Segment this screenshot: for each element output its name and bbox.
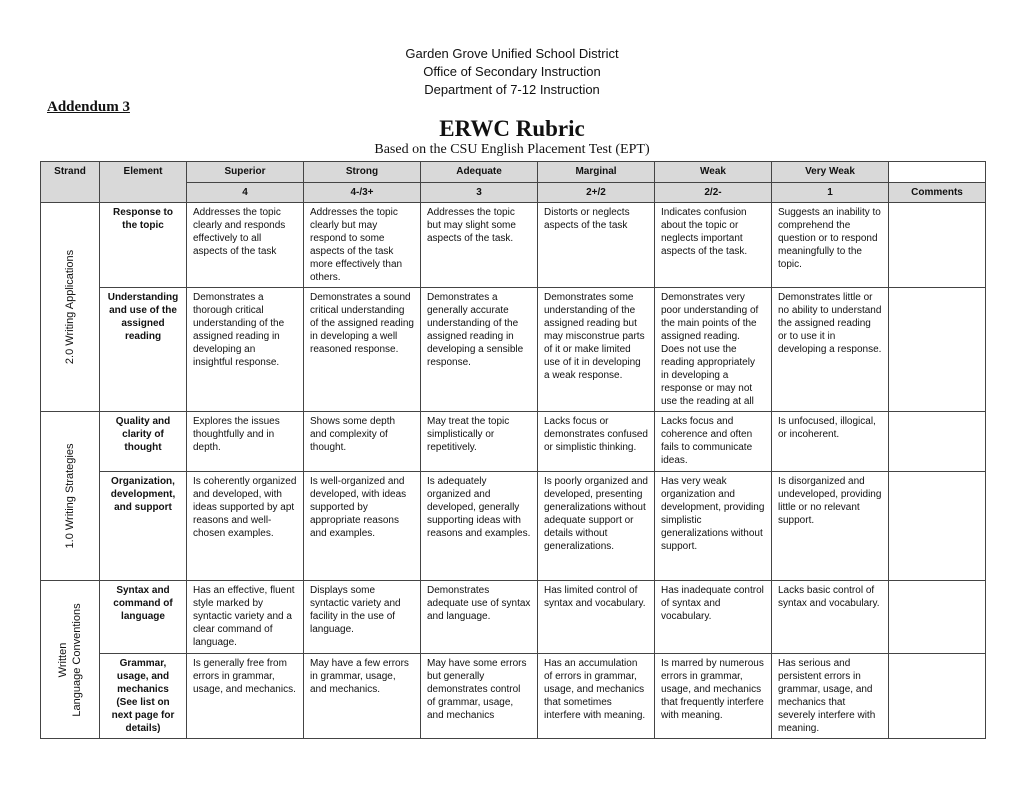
district-name: Garden Grove Unified School District xyxy=(405,46,619,61)
rubric-table xyxy=(40,161,986,739)
level-header-strong: Strong xyxy=(304,162,421,183)
score-very-weak: 1 xyxy=(772,183,889,203)
strand-label-line: 2.0 Writing Applications xyxy=(64,249,76,365)
element-label-line: usage, and xyxy=(116,671,170,682)
element-label-line: Understanding xyxy=(107,292,179,303)
level-header-marginal: Marginal xyxy=(538,162,655,183)
descriptor-very-weak: Is unfocused, illogical, or incoherent. xyxy=(772,412,889,472)
element-label-line: (See list on xyxy=(116,697,170,708)
element-cell xyxy=(100,472,187,581)
rubric-row xyxy=(41,203,986,288)
descriptor-adequate: Is adequately organized and developed, generally supporting ideas with reasons and examples. xyxy=(421,472,538,581)
descriptor-marginal: Is poorly organized and developed, presenting generalizations without adequate support or details without generalizations. xyxy=(538,472,655,581)
element-label-line: reading xyxy=(124,331,162,342)
strand-label-line: Language Conventions xyxy=(71,602,83,717)
level-header-row xyxy=(41,162,986,183)
score-weak: 2/2- xyxy=(655,183,772,203)
element-cell xyxy=(100,288,187,412)
element-label-line: clarity of xyxy=(122,429,164,440)
descriptor-weak: Demonstrates very poor understanding of the main points of the assigned reading. Does not use the reading appropriately in developing a response or may not use the reading at all xyxy=(655,288,772,412)
descriptor-strong: Addresses the topic clearly but may respond to some aspects of the task more effectively than others. xyxy=(304,203,421,288)
score-superior: 4 xyxy=(187,183,304,203)
descriptor-superior: Has an effective, fluent style marked by syntactic variety and a clear command of language. xyxy=(187,581,304,654)
descriptor-weak: Has inadequate control of syntax and vocabulary. xyxy=(655,581,772,654)
comments-cell[interactable] xyxy=(889,203,986,288)
rubric-body xyxy=(41,203,986,739)
strand-cell-writing-strategies xyxy=(41,412,100,581)
descriptor-very-weak: Lacks basic control of syntax and vocabulary. xyxy=(772,581,889,654)
level-header-superior: Superior xyxy=(187,162,304,183)
comments-cell[interactable] xyxy=(889,581,986,654)
element-label-line: and use of the xyxy=(109,305,177,316)
rubric-row xyxy=(41,654,986,739)
descriptor-very-weak: Suggests an inability to comprehend the question or to respond meaningfully to the topic. xyxy=(772,203,889,288)
comments-cell[interactable] xyxy=(889,472,986,581)
descriptor-weak: Indicates confusion about the topic or neglects important aspects of the task. xyxy=(655,203,772,288)
score-marginal: 2+/2 xyxy=(538,183,655,203)
descriptor-strong: Demonstrates a sound critical understanding of the assigned reading in developing a well reasoned response. xyxy=(304,288,421,412)
page-title: ERWC Rubric xyxy=(439,116,585,141)
element-label-line: Organization, xyxy=(111,476,175,487)
descriptor-weak: Has very weak organization and development, providing simplistic generalizations without support. xyxy=(655,472,772,581)
rubric-row xyxy=(41,472,986,581)
comments-cell[interactable] xyxy=(889,288,986,412)
comments-cell[interactable] xyxy=(889,654,986,739)
element-cell xyxy=(100,412,187,472)
descriptor-superior: Is coherently organized and developed, with ideas supported by apt reasons and well-chosen examples. xyxy=(187,472,304,581)
element-label-line: assigned xyxy=(121,318,165,329)
element-label-line: and support xyxy=(114,502,172,513)
descriptor-marginal: Has limited control of syntax and vocabulary. xyxy=(538,581,655,654)
rubric-row xyxy=(41,412,986,472)
level-header-weak: Weak xyxy=(655,162,772,183)
element-header: Element xyxy=(100,162,187,203)
descriptor-very-weak: Demonstrates little or no ability to understand the assigned reading or to use it in developing a response. xyxy=(772,288,889,412)
descriptor-weak: Lacks focus and coherence and often fails to communicate ideas. xyxy=(655,412,772,472)
level-header-adequate: Adequate xyxy=(421,162,538,183)
element-label-line: Syntax and xyxy=(116,585,170,596)
descriptor-strong: May have a few errors in grammar, usage, and mechanics. xyxy=(304,654,421,739)
descriptor-strong: Is well-organized and developed, with ideas supported by appropriate reasons and examples. xyxy=(304,472,421,581)
addendum-label: Addendum 3 xyxy=(47,99,130,115)
office-name: Office of Secondary Instruction xyxy=(423,64,601,79)
element-cell xyxy=(100,581,187,654)
element-cell xyxy=(100,203,187,288)
descriptor-superior: Demonstrates a thorough critical understanding of the assigned reading in developing an insightful response. xyxy=(187,288,304,412)
element-label-line: Quality and xyxy=(115,416,171,427)
strand-cell-writing-applications xyxy=(41,203,100,412)
strand-header: Strand xyxy=(41,162,100,203)
element-label-line: thought xyxy=(124,442,162,453)
comments-cell[interactable] xyxy=(889,412,986,472)
descriptor-very-weak: Has serious and persistent errors in grammar, usage, and mechanics that severely interfere with meaning. xyxy=(772,654,889,739)
strand-label-line: 1.0 Writing Strategies xyxy=(64,443,76,549)
level-header-very-weak: Very Weak xyxy=(772,162,889,183)
comments-header: Comments xyxy=(889,183,986,203)
descriptor-marginal: Has an accumulation of errors in grammar, usage, and mechanics that sometimes interfere with meaning. xyxy=(538,654,655,739)
strand-cell-language-conventions xyxy=(41,581,100,739)
descriptor-strong: Displays some syntactic variety and facility in the use of language. xyxy=(304,581,421,654)
descriptor-superior: Is generally free from errors in grammar, usage, and mechanics. xyxy=(187,654,304,739)
element-cell xyxy=(100,654,187,739)
strand-label-line: Written xyxy=(57,642,69,677)
page-subtitle: Based on the CSU English Placement Test (EPT) xyxy=(374,142,650,157)
element-label-line: Response to xyxy=(112,207,173,218)
strand-label xyxy=(63,444,77,549)
strand-label xyxy=(63,250,77,364)
descriptor-adequate: Demonstrates adequate use of syntax and language. xyxy=(421,581,538,654)
element-label-line: the topic xyxy=(122,220,164,231)
score-strong: 4-/3+ xyxy=(304,183,421,203)
strand-label xyxy=(56,603,84,716)
element-label-line: mechanics xyxy=(117,684,169,695)
descriptor-very-weak: Is disorganized and undeveloped, providing little or no relevant support. xyxy=(772,472,889,581)
rubric-row xyxy=(41,288,986,412)
descriptor-marginal: Demonstrates some understanding of the assigned reading but may misconstrue parts of it or make limited use of it in developing a weak response. xyxy=(538,288,655,412)
descriptor-weak: Is marred by numerous errors in grammar, usage, and mechanics that frequently interfere with meaning. xyxy=(655,654,772,739)
descriptor-adequate: May treat the topic simplistically or repetitively. xyxy=(421,412,538,472)
descriptor-superior: Explores the issues thoughtfully and in depth. xyxy=(187,412,304,472)
descriptor-superior: Addresses the topic clearly and responds effectively to all aspects of the task xyxy=(187,203,304,288)
descriptor-adequate: May have some errors but generally demonstrates control of grammar, usage, and mechanics xyxy=(421,654,538,739)
element-label-line: command of xyxy=(113,598,173,609)
descriptor-strong: Shows some depth and complexity of thought. xyxy=(304,412,421,472)
descriptor-marginal: Lacks focus or demonstrates confused or simplistic thinking. xyxy=(538,412,655,472)
header-blank-cell xyxy=(889,162,986,183)
score-adequate: 3 xyxy=(421,183,538,203)
rubric-row xyxy=(41,581,986,654)
descriptor-adequate: Demonstrates a generally accurate understanding of the assigned reading in developing a sensible response. xyxy=(421,288,538,412)
descriptor-adequate: Addresses the topic but may slight some aspects of the task. xyxy=(421,203,538,288)
element-label-line: details) xyxy=(125,723,161,734)
department-name: Department of 7-12 Instruction xyxy=(424,82,600,97)
descriptor-marginal: Distorts or neglects aspects of the task xyxy=(538,203,655,288)
element-label-line: language xyxy=(121,611,165,622)
element-label-line: development, xyxy=(110,489,176,500)
element-label-line: Grammar, xyxy=(119,658,167,669)
element-label-line: next page for xyxy=(111,710,175,721)
